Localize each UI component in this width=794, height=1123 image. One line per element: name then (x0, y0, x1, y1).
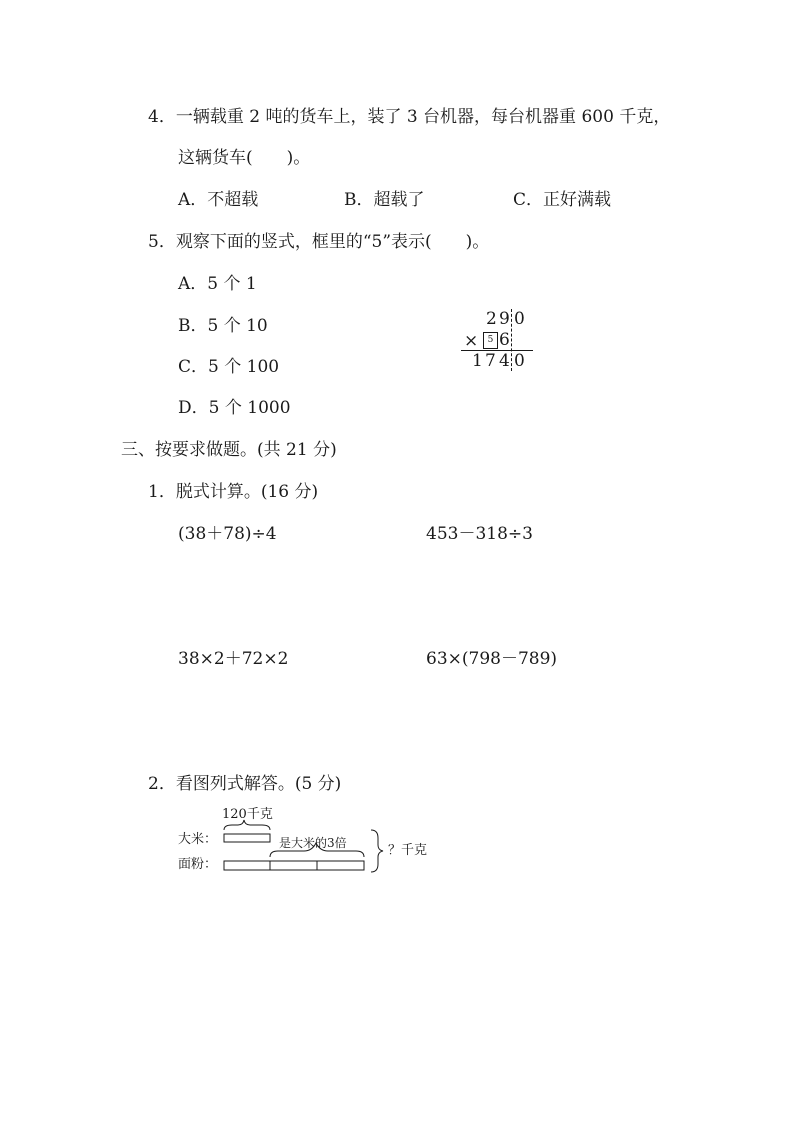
q4-option-c: C．正好满载 (513, 190, 612, 210)
calc-digit: 6 (499, 330, 510, 350)
calc-digit: 0 (514, 351, 525, 371)
segment-diagram (172, 808, 452, 878)
q5-stem: 5．观察下面的竖式，框里的“5”表示( )。 (148, 232, 490, 252)
q5-option-c: C．5 个 100 (178, 357, 280, 377)
expr-1: (38＋78)÷4 (178, 524, 277, 544)
times-sign: × (464, 331, 479, 351)
right-brace (371, 830, 383, 872)
q4-line2: 这辆货车( )。 (178, 148, 311, 168)
boxed-digit: 5 (483, 332, 498, 349)
q4-line1: 4．一辆载重 2 吨的货车上，装了 3 台机器，每台机器重 600 千克， (148, 107, 671, 127)
calc-digit: 7 (485, 351, 496, 371)
section3-title: 三、按要求做题。(共 21 分) (121, 440, 337, 460)
q3-1-title: 1．脱式计算。(16 分) (148, 482, 319, 502)
q5-option-b: B．5 个 10 (178, 316, 268, 336)
rice-segment (224, 834, 270, 842)
diagram-lines (172, 808, 452, 878)
flour-label: 面粉： (178, 857, 218, 872)
calc-digit: 1 (472, 351, 483, 371)
q3-2-title: 2．看图列式解答。(5 分) (148, 774, 342, 794)
flour-segment (224, 861, 364, 870)
relation-label: 是大米的3倍 (279, 836, 347, 850)
rice-weight-label: 120千克 (222, 807, 273, 822)
rice-label: 大米： (178, 832, 218, 847)
calc-digit: 4 (499, 351, 510, 371)
calc-digit: 2 (486, 309, 497, 329)
expr-4: 63×(798－789) (426, 649, 558, 669)
question-label: ？千克 (388, 843, 428, 858)
q4-option-a: A．不超载 (178, 190, 259, 210)
q4-option-b: B．超载了 (344, 190, 425, 210)
top-brace (224, 820, 270, 830)
expr-3: 38×2＋72×2 (178, 649, 289, 669)
calc-dashed-guide (511, 309, 512, 371)
q5-option-a: A．5 个 1 (178, 274, 257, 294)
q5-option-d: D．5 个 1000 (178, 398, 291, 418)
calc-digit: 9 (499, 309, 510, 329)
calc-digit: 0 (514, 309, 525, 329)
middle-brace (270, 843, 364, 857)
vertical-multiplication (455, 305, 545, 375)
expr-2: 453－318÷3 (426, 524, 533, 544)
